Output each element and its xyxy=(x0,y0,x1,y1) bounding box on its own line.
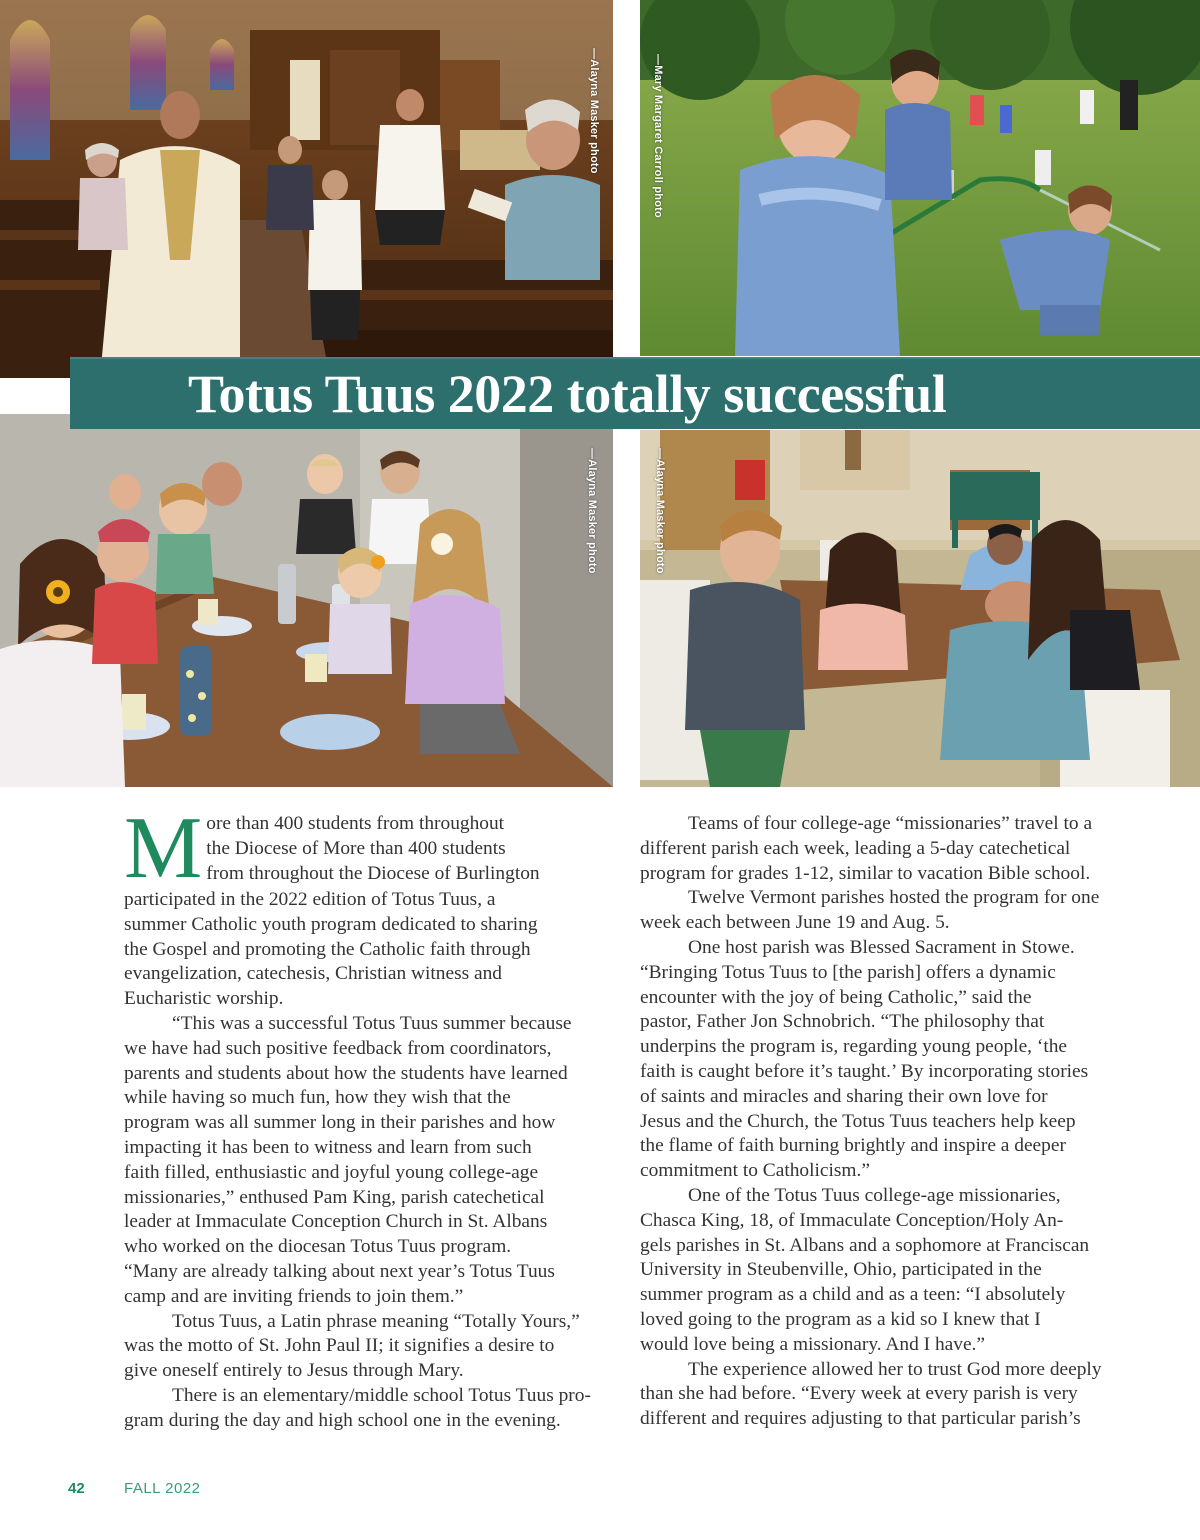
text-line: faith is caught before it’s taught.’ By incorporating stories xyxy=(640,1060,1089,1082)
text-line: underpins the program is, regarding young people, ‘the xyxy=(640,1036,1068,1058)
article-paragraph xyxy=(124,1310,616,1384)
issue-label: FALL 2022 xyxy=(124,1480,201,1497)
text-line: One host parish was Blessed Sacrament in Stowe. xyxy=(688,936,1075,958)
drop-cap: M xyxy=(124,800,203,897)
text-line: the Gospel and promoting the Catholic faith through xyxy=(124,938,531,960)
children-lunch-table-photo xyxy=(0,414,613,787)
text-line: while having so much fun, how they wish that the xyxy=(124,1087,511,1109)
text-line: program was all summer long in their parishes and how xyxy=(124,1112,556,1134)
text-line: “Bringing Totus Tuus to [the parish] offers a dynamic xyxy=(640,961,1056,983)
text-line: Jesus and the Church, the Totus Tuus teachers help keep xyxy=(640,1110,1076,1132)
article-column-left xyxy=(124,800,616,1434)
text-line: “Many are already talking about next year’s Totus Tuus xyxy=(124,1260,555,1282)
text-line: parents and students about how the students have learned xyxy=(124,1062,568,1084)
text-line: camp and are inviting friends to join them.” xyxy=(124,1285,464,1307)
article-column-right xyxy=(640,812,1132,1432)
text-line: the Diocese of More than 400 students xyxy=(206,837,506,859)
article-paragraph xyxy=(640,812,1132,886)
text-line: “This was a successful Totus Tuus summer because xyxy=(172,1012,572,1034)
text-line: gram during the day and high school one in the evening. xyxy=(124,1409,561,1431)
article-paragraph xyxy=(640,886,1132,936)
photo-credit: —Mary Margaret Carroll photo xyxy=(652,54,664,218)
article-paragraph xyxy=(640,1184,1132,1358)
headline: Totus Tuus 2022 totally successful xyxy=(188,364,947,424)
text-line: There is an elementary/middle school Totus Tuus pro- xyxy=(172,1384,591,1406)
text-line: The experience allowed her to trust God more deeply xyxy=(688,1358,1102,1380)
article-paragraph xyxy=(124,1012,616,1310)
text-line: Totus Tuus, a Latin phrase meaning “Totally Yours,” xyxy=(172,1310,580,1332)
text-line: leader at Immaculate Conception Church in St. Albans xyxy=(124,1211,548,1233)
text-line: missionaries,” enthused Pam King, parish catechetical xyxy=(124,1186,545,1208)
text-line: would love being a missionary. And I have.” xyxy=(640,1333,986,1355)
photo-credit: —Alayna Masker photo xyxy=(588,48,600,174)
photo-credit: —Alayna Masker photo xyxy=(586,448,598,574)
text-line: than she had before. “Every week at every parish is very xyxy=(640,1383,1078,1405)
text-line: summer Catholic youth program dedicated to sharing xyxy=(124,913,538,935)
teens-laughing-photo xyxy=(640,430,1200,787)
text-line: was the motto of St. John Paul II; it signifies a desire to xyxy=(124,1335,555,1357)
text-line: pastor, Father Jon Schnobrich. “The philosophy that xyxy=(640,1011,1045,1033)
text-line: participated in the 2022 edition of Totus Tuus, a xyxy=(124,889,496,910)
text-line: encounter with the joy of being Catholic,” said the xyxy=(640,986,1032,1008)
photo-credit: —Alayna Masker photo xyxy=(654,448,666,574)
article-paragraph xyxy=(640,1358,1132,1432)
text-line: loved going to the program as a kid so I knew that I xyxy=(640,1308,1041,1330)
text-line: commitment to Catholicism.” xyxy=(640,1160,870,1182)
article-paragraph xyxy=(124,1384,616,1434)
article-paragraph xyxy=(640,936,1132,1184)
headline-banner xyxy=(70,357,1200,429)
text-line: impacting it has been to witness and learn from such xyxy=(124,1136,532,1158)
text-line: program for grades 1-12, similar to vacation Bible school. xyxy=(640,862,1091,884)
text-line: different and requires adjusting to that particular parish’s xyxy=(640,1408,1081,1430)
text-line: One of the Totus Tuus college-age missionaries, xyxy=(688,1184,1061,1206)
text-line: Chasca King, 18, of Immaculate Conception/Holy An- xyxy=(640,1209,1064,1231)
text-line: evangelization, catechesis, Christian witness and xyxy=(124,963,503,985)
text-line: gels parishes in St. Albans and a sophomore at Franciscan xyxy=(640,1234,1090,1256)
text-line: Twelve Vermont parishes hosted the program for one xyxy=(688,887,1100,909)
field-water-game-photo xyxy=(640,0,1200,356)
text-line: week each between June 19 and Aug. 5. xyxy=(640,912,950,934)
text-line: summer program as a child and as a teen: “I absolutely xyxy=(640,1284,1066,1306)
page-number: 42 xyxy=(68,1480,85,1497)
text-line: give oneself entirely to Jesus through Mary. xyxy=(124,1360,464,1382)
text-line: we have had such positive feedback from coordinators, xyxy=(124,1037,552,1059)
text-line: from throughout the Diocese of Burlington xyxy=(206,862,540,884)
text-line: different parish each week, leading a 5-day catechetical xyxy=(640,837,1071,859)
text-line: ore than 400 students from throughout xyxy=(206,813,505,834)
text-line: who worked on the diocesan Totus Tuus program. xyxy=(124,1236,512,1258)
church-procession-photo xyxy=(0,0,613,378)
text-line: Eucharistic worship. xyxy=(124,988,284,1010)
text-line: Teams of four college-age “missionaries” travel to a xyxy=(688,813,1093,834)
text-line: faith filled, enthusiastic and joyful young college-age xyxy=(124,1161,539,1183)
text-line: the flame of faith burning brightly and inspire a deeper xyxy=(640,1135,1066,1157)
text-line: of saints and miracles and sharing their own love for xyxy=(640,1085,1048,1107)
text-line: University in Steubenville, Ohio, participated in the xyxy=(640,1259,1042,1281)
